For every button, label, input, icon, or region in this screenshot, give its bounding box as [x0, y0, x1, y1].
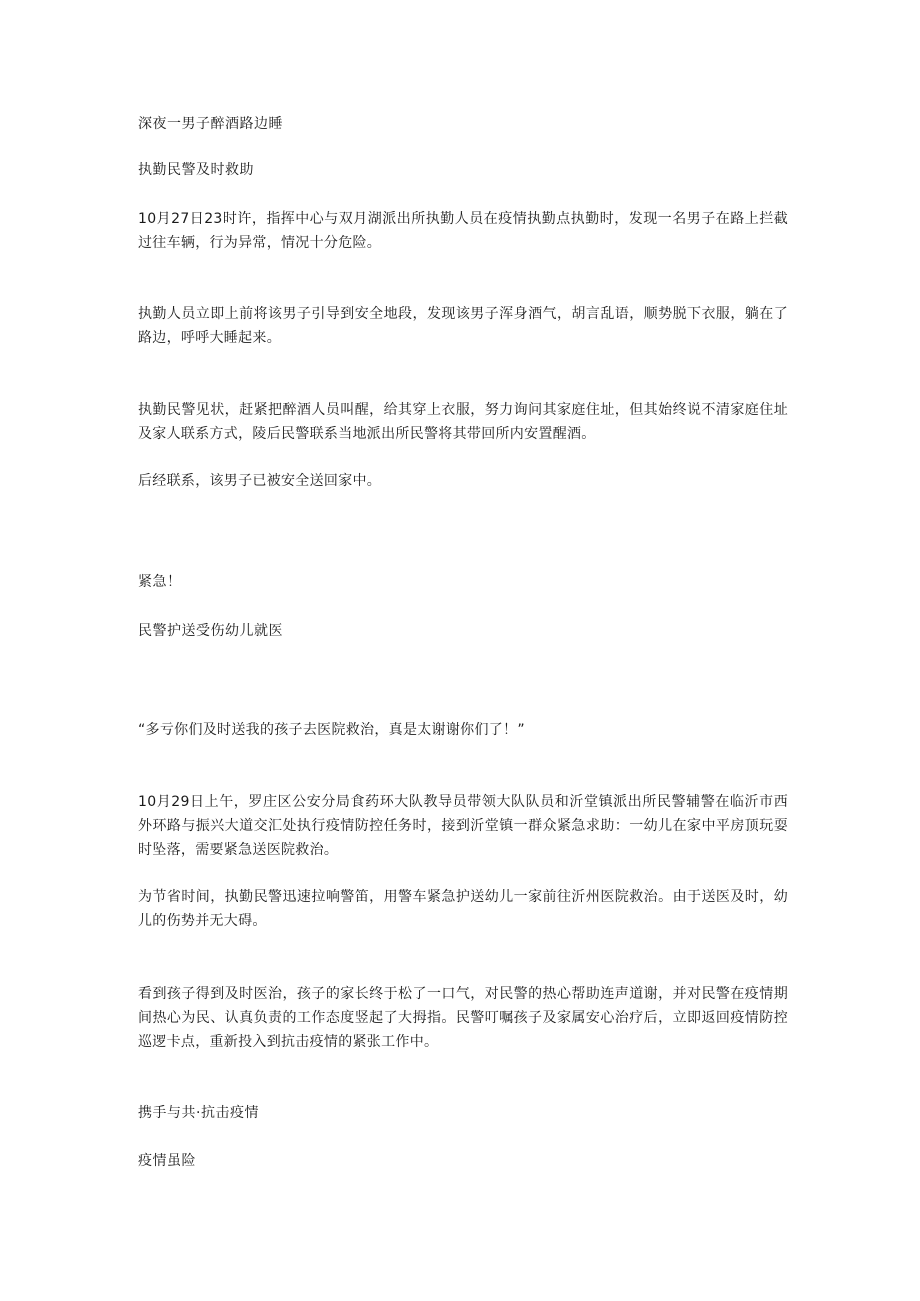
- section-subtitle-police-help: 执勤民警及时救助: [138, 162, 254, 178]
- paragraph-emergency-call: 10月29日上午，罗庄区公安分局食药环大队教导员带领大队队员和沂堂镇派出所民警辅警在临沂市西外环路与振兴大道交汇处执行疫情防控任务时，接到沂堂镇一群众紧急求助：一幼儿在家中平房顶玩耍时坠落，需要紧急送医院救治。: [138, 794, 788, 858]
- paragraph-guided-to-safety: 执勤人员立即上前将该男子引导到安全地段，发现该男子浑身酒气，胡言乱语，顺势脱下衣服，躺在了路边，呼呼大睡起来。: [138, 306, 788, 346]
- paragraph-sent-home: 后经联系，该男子已被安全送回家中。: [138, 473, 382, 489]
- paragraph-parents-thanks: 看到孩子得到及时医治，孩子的家长终于松了一口气，对民警的热心帮助连声道谢，并对民警在疫情期间热心为民、认真负责的工作态度竖起了大拇指。民警叮嘱孩子及家属安心治疗后，立即返回疫情防控巡逻卡点，重新投入到抗击疫情的紧张工作中。: [138, 986, 788, 1050]
- section-subtitle-escort-child: 民警护送受伤幼儿就医: [138, 623, 283, 639]
- section-title-fight-epidemic: 携手与共·抗击疫情: [138, 1105, 259, 1121]
- paragraph-parent-quote: “多亏你们及时送我的孩子去医院救治，真是太谢谢你们了！”: [138, 722, 525, 738]
- paragraph-incident-report: 10月27日23时许，指挥中心与双月湖派出所执勤人员在疫情执勤点执勤时，发现一名男子在路上拦截过往车辆，行为异常，情况十分危险。: [138, 211, 788, 251]
- section-title-drunk-man: 深夜一男子醉酒路边睡: [138, 116, 283, 132]
- section-title-urgent: 紧急！: [138, 574, 182, 590]
- paragraph-escort-hospital: 为节省时间，执勤民警迅速拉响警笛，用警车紧急护送幼儿一家前往沂州医院救治。由于送医及时，幼儿的伤势并无大碍。: [138, 889, 788, 929]
- section-subtitle-epidemic-danger: 疫情虽险: [138, 1153, 196, 1169]
- paragraph-woke-and-dressed: 执勤民警见状，赶紧把醉酒人员叫醒，给其穿上衣服，努力询问其家庭住址，但其始终说不清家庭住址及家人联系方式，陵后民警联系当地派出所民警将其带回所内安置醒酒。: [138, 402, 788, 442]
